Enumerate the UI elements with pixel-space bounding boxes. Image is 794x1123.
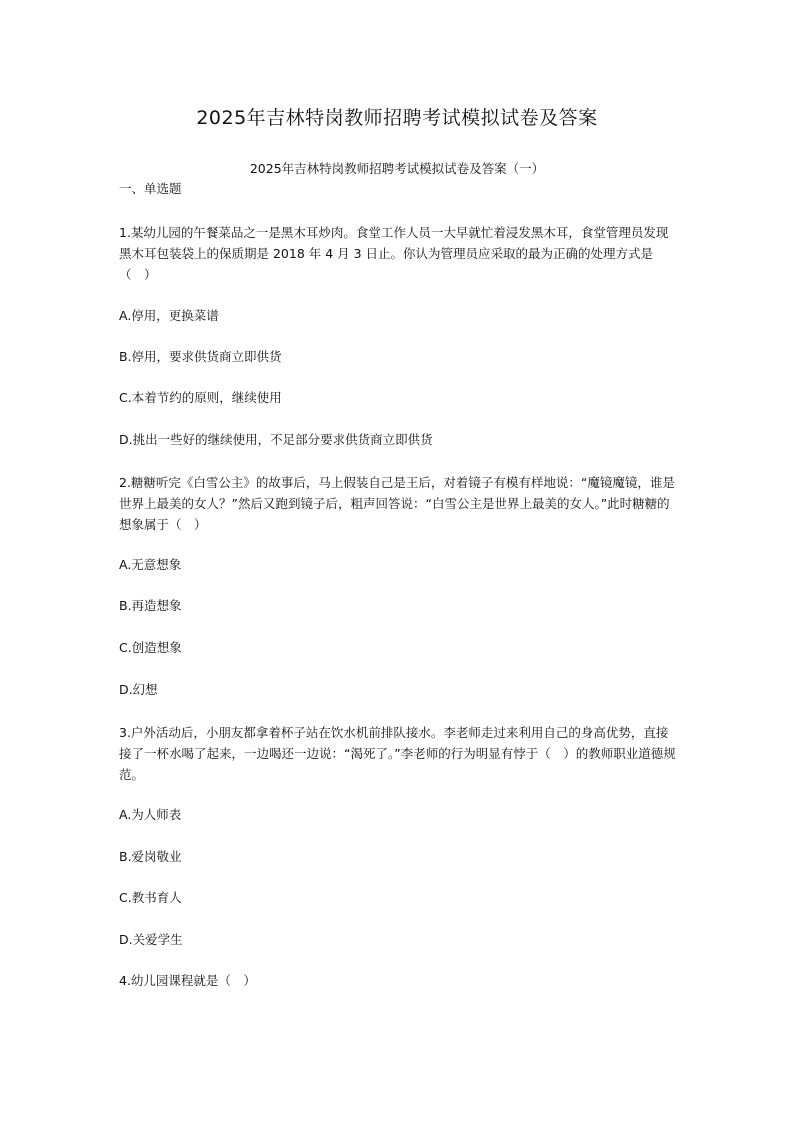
question-2-option-c: C.创造想象 xyxy=(119,640,182,655)
question-2-option-b: B.再造想象 xyxy=(119,598,182,613)
question-2-stem: 2.糖糖听完《白雪公主》的故事后，马上假装自己是王后，对着镜子有模有样地说：“魔镜魔镜，谁是世界上最美的女人？”然后又跑到镜子后，粗声回答说：“白雪公主是世界上最美的女人。”此时糖糖的想象属于（ ） xyxy=(119,475,675,532)
question-1-stem: 1.某幼儿园的午餐菜品之一是黑木耳炒肉。食堂工作人员一大早就忙着浸发黑木耳，食堂管理员发现黑木耳包装袋上的保质期是 2018 年 4 月 3 日止。你认为管理员应采取的最为正确的处理方式是（ ） xyxy=(119,225,669,282)
document-subtitle: 2025年吉林特岗教师招聘考试模拟试卷及答案（一） xyxy=(249,161,545,176)
question-3-option-a: A.为人师表 xyxy=(119,807,182,822)
question-3-option-c: C.教书育人 xyxy=(119,890,182,905)
question-3-option-d: D.关爱学生 xyxy=(119,932,183,947)
question-2-option-d: D.幻想 xyxy=(119,682,158,697)
question-1-option-d: D.挑出一些好的继续使用，不足部分要求供货商立即供货 xyxy=(119,432,433,447)
question-4-stem: 4.幼儿园课程就是（ ） xyxy=(119,973,256,988)
section-heading: 一、单选题 xyxy=(119,181,182,196)
question-3-option-b: B.爱岗敬业 xyxy=(119,849,182,864)
question-1-option-c: C.本着节约的原则，继续使用 xyxy=(119,390,282,405)
question-1-option-a: A.停用，更换菜谱 xyxy=(119,308,219,323)
document-title: 2025年吉林特岗教师招聘考试模拟试卷及答案 xyxy=(196,107,598,129)
question-1-option-b: B.停用，要求供货商立即供货 xyxy=(119,349,282,364)
question-2-option-a: A.无意想象 xyxy=(119,557,182,572)
question-3-stem: 3.户外活动后，小朋友都拿着杯子站在饮水机前排队接水。李老师走过来利用自己的身高优势，直接接了一杯水喝了起来，一边喝还一边说：“渴死了。”李老师的行为明显有悖于（ ）的教师职业道德规范。 xyxy=(119,725,676,782)
